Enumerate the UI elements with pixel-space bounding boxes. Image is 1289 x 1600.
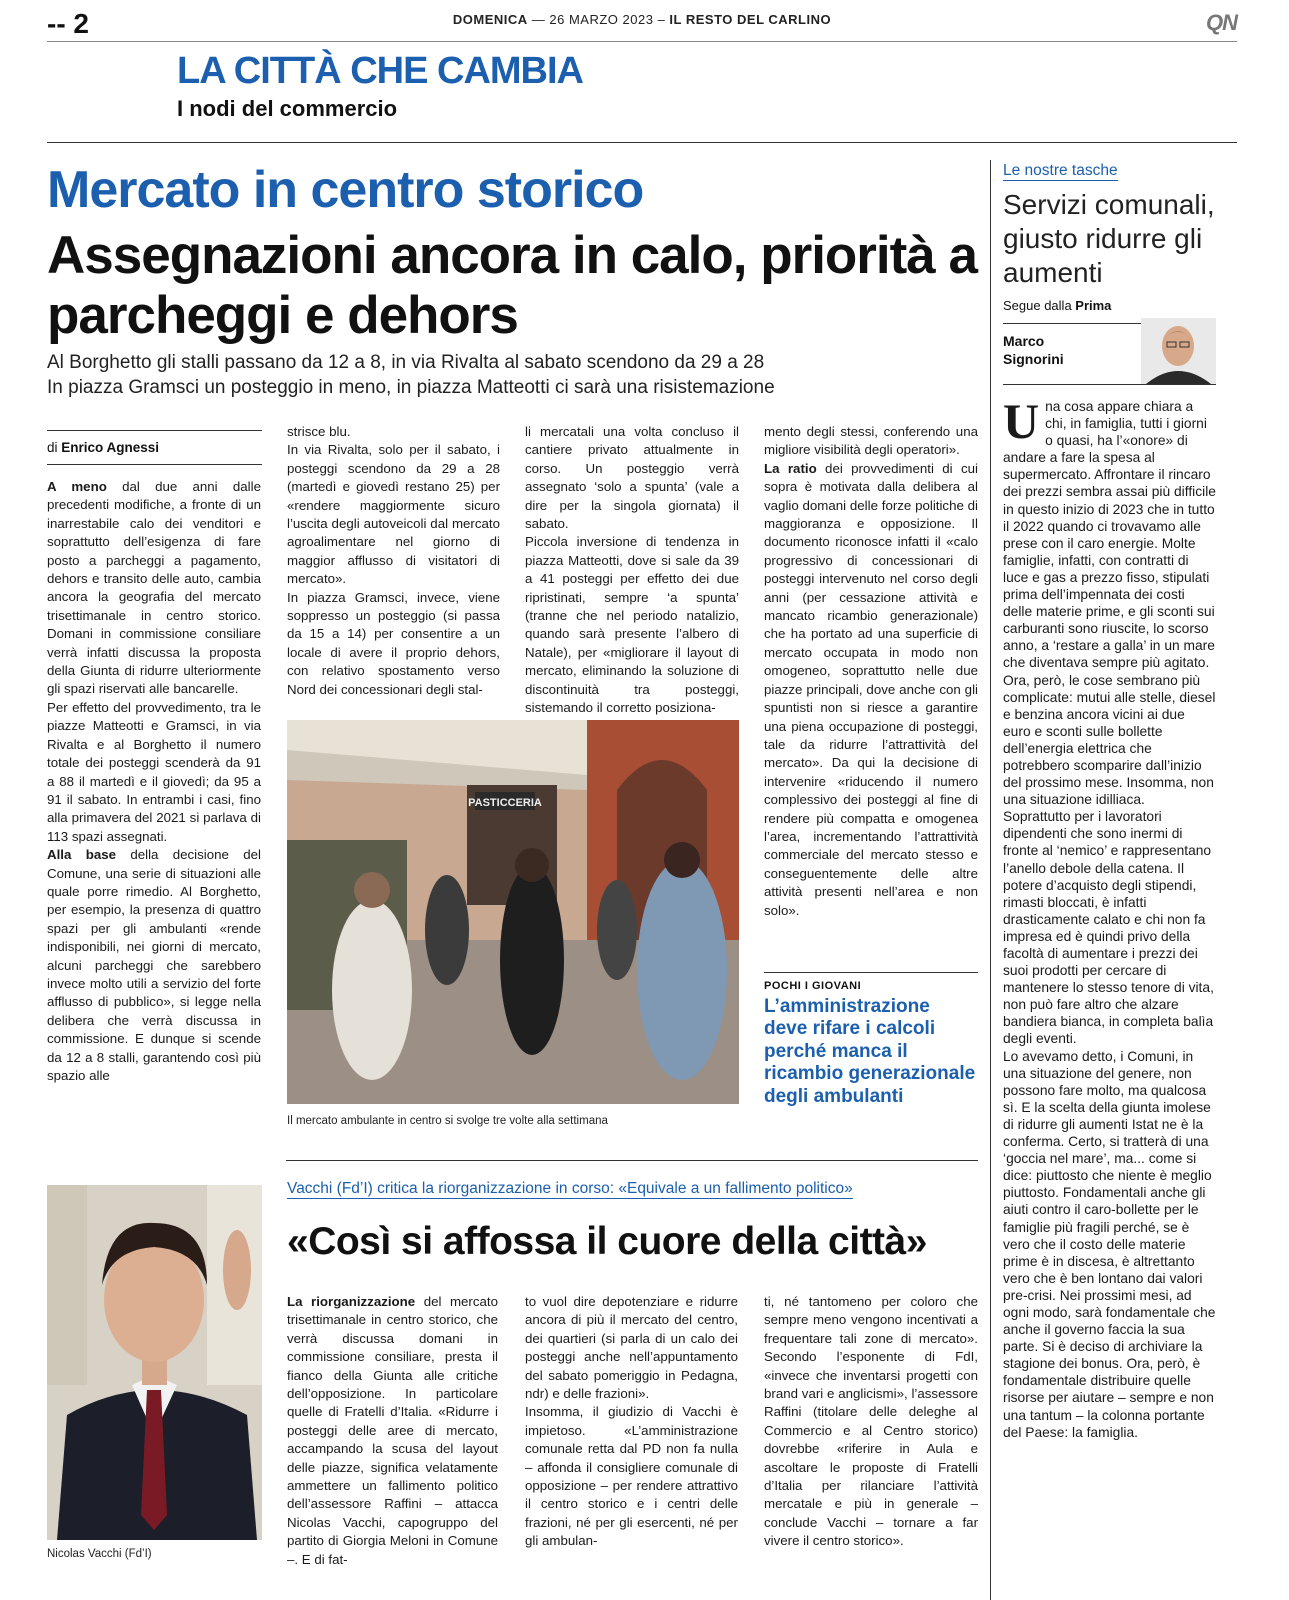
sidebar-divider (764, 972, 978, 973)
author-first-name: Marco (1003, 333, 1045, 349)
col1-text: dal due anni dalle precedenti modifiche, a fronte di un inarrestabile calo dei venditori e soprattutto dell’esigenza di fare posto a parcheggi a pagamento, dehors e transito delle auto, cambia ancora la geografia del mercato trisettimanale in centro storico. Domani in commissione consiliare verrà infatti discussa la proposta della Giunta di ridurre ulteriormente gli spazi riservati alle bancarelle. (47, 479, 261, 697)
segue-prefix: Segue dalla (1003, 298, 1076, 313)
right-body-p2: Lo avevamo detto, i Comuni, in una situazione del genere, non possono fare molto, ma qualcosa sì. E la scelta della giunta imolese di ridurre gli aumenti Istat ne è la conferma. Certo, si tratterà di una ‘goccia nel mare’, ma... come si dice: piuttosto che niente è meglio piuttosto. Fondamentali anche gli aiuti contro il caro-bollette per le famiglie più fragili perché, se è vero che il costo delle materie prime è in discesa, è altrettanto vero che è ben lontano dai valori pre-crisi. Nei prossimi mesi, ad ogni modo, sarà fondamentale che anche il governo faccia la sua parte. Si è deciso di archiviare la stagione dei bonus. Ora, però, è fondamentale distribuire quelle risorse per aiutare – sempre e non una tantum – la colonna portante del Paese: la famiglia. (1003, 1048, 1216, 1440)
vacchi-photo-caption: Nicolas Vacchi (Fd’I) (47, 1548, 152, 1560)
main-headline: Assegnazioni ancora in calo, priorità a parcheggi e dehors (47, 226, 977, 345)
sidebar-highlight: L’amministrazione deve rifare i calcoli perché manca il ricambio generazionale degli ambulanti (764, 996, 976, 1107)
segue-bold: Prima (1075, 298, 1112, 313)
page-header (47, 8, 1237, 42)
author-portrait-illustration (1141, 318, 1216, 384)
art2-col3-text: ti, né tantomeno per coloro che sempre meno vengono incentivati a frequentare tali zone di mercato». Secondo l’esponente di FdI, «invece che inventarsi progetti con brand vari e anglicismi», l’assessore Raffini (titolare delle deleghe al Commercio e al Centro storico) dovrebbe «riferire in Aula e ascoltare le proposte di Fratelli d’Italia per rilanciare l’attività mercatale e più in generale – conclude Vacchi – tornare a far vivere il centro storico». (764, 1294, 978, 1549)
dateline (47, 12, 1237, 27)
main-column-3 (525, 423, 739, 718)
segue-note (1003, 298, 1111, 313)
right-body-p1: na cosa appare chiara a chi, in famiglia, tutti i giorni o quasi, ha l’«onore» di andare a fare la spesa al supermercato. Affrontare il rincaro dei prezzi sembra assai più difficile in questo inizio di 2023 che in tutto il 2022 quando ci trovavamo alle prese con il caro energie. Molte famiglie, infatti, con contratti di luce e gas a prezzo fisso, stipulati prima dell’impennata dei costi delle materie prime, e gli sconti sui carburanti sono riuscite, lo scorso anno, a ‘restare a galla’ in un mare che diventava sempre più agitato. Ora, però, le cose sembrano più complicate: mutui alle stelle, diesel e benzina ancora vicini ai due euro e sconti sulle bollette dell’energia elettrica che potrebbero scomparire dall’inizio del prossimo mese. Insomma, non una situazione idilliaca. Soprattutto per i lavoratori dipendenti che sono inermi di fronte al ‘nemico’ e rappresentano l’anello debole della catena. Il potere d’acquisto degli stipendi, rimasti bloccati, è infatti drasticamente calato e chi non fa impresa ed è quindi privo della facoltà di aumentare i prezzi dei suoi prodotti per cercare di mantenere lo stesso tenore di vita, non può fare altro che alzare bandiera bianca, in completa balìa degli eventi. (1003, 399, 1216, 1047)
market-photo-illustration (287, 720, 739, 1104)
col4-p2: dei provvedimenti di cui sopra è motivata dalla delibera al vaglio domani delle forze politiche di maggioranza e opposizione. Il documento riconosce infatti il «calo progressivo di concessionari di posteggi intervenuto nel corso degli anni (per cessazione attività e mancato ricambio generazionale) che ha portato ad una superficie di mercato occupata in modo non omogeneo, soprattutto nelle due piazze principali, dove anche con gli spuntisti non si riesce a garantire una piena occupazione di posteggi, tale da ridurre l’attrattività del mercato». Da qui la decisione di intervenire «riducendo il numero complessivo dei posteggi al fine di rendere più compatta e omogenea l’area, incrementando l’attrattività commerciale del mercato stesso e conseguentemente delle altre attività presenti nell’area e non solo». (764, 460, 978, 918)
right-author (1003, 332, 1064, 368)
right-column-divider (990, 160, 991, 1600)
art2-col1-text: del mercato trisettimanale in centro storico, che verrà discussa domani in commissione consiliare, presta il fianco della Giunta alle critiche dell’opposizione. In particolare quelle di Fratelli d’Italia. «Ridurre i posteggi delle aree di mercato, accampando la scusa del layout delle piazze, significa velatamente ammettere un fallimento politico dell’assessore Raffini – attacca Nicolas Vacchi, capogruppo del partito di Giorgia Meloni in Comune –. E di fat- (287, 1294, 498, 1567)
right-kicker: Le nostre tasche (1003, 162, 1118, 179)
market-photo-caption: Il mercato ambulante in centro si svolge tre volte alla settimana (287, 1115, 608, 1127)
right-column-body (1003, 393, 1216, 1441)
art2-col2-p2: Insomma, il giudizio di Vacchi è impietoso. «L’amministrazione comunale retta dal PD non fa nulla – affonda il consigliere comunale di opposizione – per rendere attrattivo il centro storico e i centri delle frazioni, né per gli esercenti, né per gli ambulan- (525, 1404, 738, 1549)
pasticceria-sign: PASTICCERIA (468, 797, 542, 809)
section-divider (47, 142, 1237, 143)
col4-lead: La ratio (764, 460, 817, 476)
main-column-2 (287, 423, 500, 699)
main-summary (47, 350, 997, 400)
col3-p2: Piccola inversione di tendenza in piazza Matteotti, dove si sale da 39 a 41 posteggi per effetto dei due ripristinati, sempre ‘a spunta’ (tranne che nel periodo natalizio, quando sarà presente l’albero di Natale), per «migliorare il layout di mercato, eliminando la soluzione di discontinuità tra posteggi, sistemando il corretto posiziona- (525, 534, 739, 716)
right-body-divider (1003, 384, 1216, 385)
dropcap: U (1003, 393, 1040, 449)
byline-divider-top (47, 430, 262, 431)
main-column-1 (47, 478, 261, 1085)
main-kicker: Mercato in centro storico (47, 161, 644, 219)
col3-text: li mercatali una volta concluso il cantiere privato attualmente in corso. Un posteggio verrà assegnato ‘solo a spunta’ (vale a dire per la singola giornata) il sabato. (525, 424, 739, 532)
second-column-3 (764, 1293, 978, 1551)
col1-lead: A meno (47, 479, 107, 494)
col2-p2: In via Rivalta, solo per il sabato, i posteggi scendono da 29 a 28 (martedì e giovedì restano 25) per «rendere maggiormente sicuro l’uscita degli autoveicoli dal mercato agroalimentare nel giorno di maggior afflusso di visitatori di mercato». (287, 442, 500, 587)
dateline-day: DOMENICA (452, 12, 528, 27)
col4-text: mento degli stessi, conferendo una migliore visibilità degli operatori». (764, 424, 978, 458)
dateline-date: — 26 MARZO 2023 – (531, 12, 666, 27)
col1-lead-2: Alla base (47, 847, 117, 863)
summary-line-1: Al Borghetto gli stalli passano da 12 a 8, in via Rivalta al sabato scendono da 29 a 28 (47, 352, 765, 373)
author-last-name: Signorini (1003, 351, 1064, 367)
market-photo (287, 720, 739, 1104)
section-title: LA CITTÀ CHE CAMBIA (177, 50, 583, 92)
col1-p3: della decisione del Comune, una serie di situazioni alle quale porre rimedio. Al Borghetto, per esempio, la presenza di quattro spazi per gli ambulanti «rende indisponibili, nei giorni di mercato, alcuni parcheggi che sarebbero invece molto utili a servizio del forte afflusso di pubblico», si legge nella delibera che verrà discussa in commissione. E dunque si scende da 12 a 8 stalli, garantendo così più spazio alle (47, 847, 261, 1083)
qn-logo: QN (1206, 10, 1237, 35)
second-column-1 (287, 1293, 498, 1569)
second-column-2 (525, 1293, 738, 1551)
right-headline: Servizi comunali, giusto ridurre gli aumenti (1003, 189, 1215, 288)
main-column-4 (764, 423, 978, 920)
byline (47, 440, 159, 455)
second-kicker: Vacchi (Fd’I) critica la riorganizzazione in corso: «Equivale a un fallimento politico» (287, 1180, 853, 1197)
author-photo (1141, 318, 1216, 384)
section-subtitle: I nodi del commercio (177, 96, 398, 121)
summary-line-2: In piazza Gramsci un posteggio in meno, in piazza Matteotti ci sarà una risistemazione (47, 377, 775, 398)
second-headline: «Così si affossa il cuore della città» (287, 1220, 927, 1263)
vacchi-photo (47, 1185, 262, 1540)
page-number: -- 2 (47, 8, 89, 39)
col2-p3: In piazza Gramsci, invece, viene soppresso un posteggio (si passa da 15 a 14) per consentire a un locale di avere il proprio dehors, con relativo spostamento verso Nord dei concessionari degli stal- (287, 589, 500, 697)
sidebar-label: POCHI I GIOVANI (764, 980, 862, 992)
vacchi-portrait-illustration (47, 1185, 262, 1540)
art2-col2-text: to vuol dire depotenziare e ridurre ancora di più il mercato del centro, dei quartieri (si parla di un calo dei posteggi anche nell’appuntamento del sabato pomeriggio in Pedagna, ndr) e delle frazioni». (525, 1294, 738, 1402)
second-article-divider (286, 1160, 978, 1161)
byline-divider-bottom (47, 464, 262, 465)
col1-p2: Per effetto del provvedimento, tra le piazze Matteotti e Gramsci, in via Rivalta e al Borghetto il numero totale dei posteggi scenderà da 91 a 88 il martedì e il giovedì; da 95 a 91 il sabato. In entrambi i casi, fino alla primavera del 2021 si parlava di 113 spazi assegnati. (47, 699, 261, 844)
dateline-paper: IL RESTO DEL CARLINO (669, 12, 832, 27)
byline-prefix: di (47, 440, 58, 455)
byline-author: Enrico Agnessi (61, 440, 160, 455)
art2-col1-lead: La riorganizzazione (287, 1294, 416, 1309)
col2-text: strisce blu. (287, 424, 351, 439)
